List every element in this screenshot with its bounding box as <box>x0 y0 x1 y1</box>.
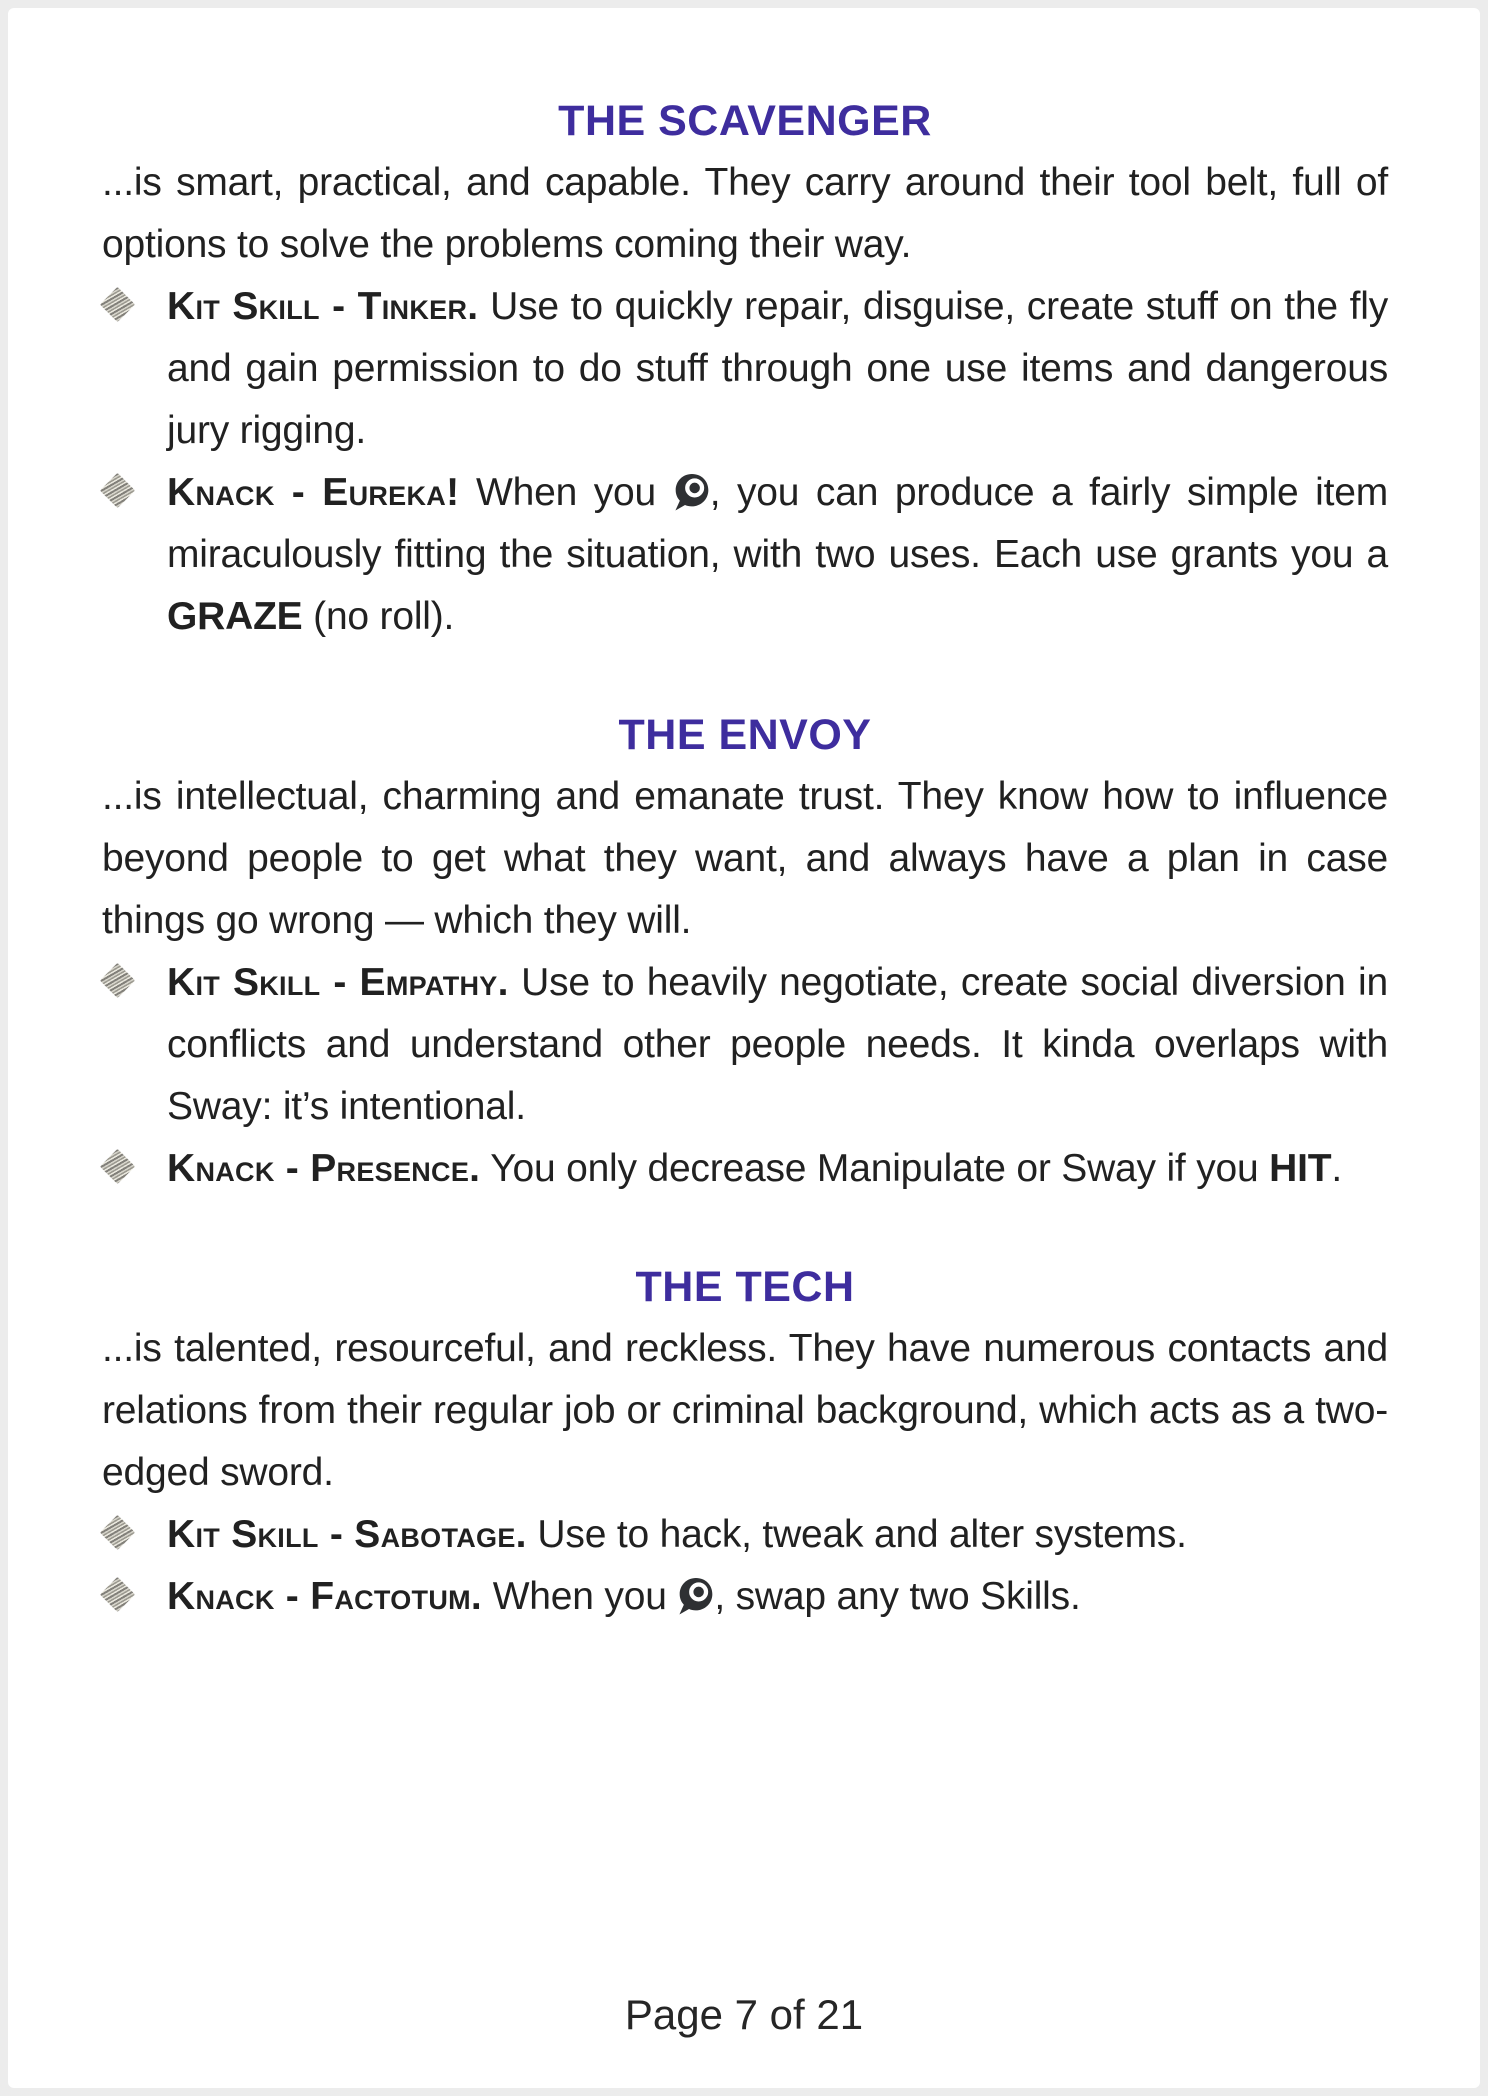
bullet-item <box>102 1566 1388 1628</box>
hatched-diamond-icon <box>100 287 135 322</box>
hatched-diamond-icon <box>100 1577 135 1612</box>
bullet-item <box>102 1504 1388 1566</box>
bullet-lead: Knack - Factotum. <box>167 1575 483 1618</box>
page-footer <box>8 1984 1480 2046</box>
bullet-text-run: Use to heavily negotiate, create social diversion in conflicts and understand other people needs. It kinda overlaps with Sway: it’s intentional. <box>167 961 1388 1128</box>
bullet-text-run: . <box>1331 1147 1342 1190</box>
bullet-text-run: Use to hack, tweak and alter systems. <box>526 1513 1187 1556</box>
bullet-item <box>102 276 1388 462</box>
section-title: THE SCAVENGER <box>558 97 932 145</box>
hatched-diamond-icon <box>100 963 135 998</box>
section-intro: ...is intellectual, charming and emanate trust. They know how to influence beyond people to get what they want, and always have a plan in case things go wrong — which they will. <box>102 775 1388 942</box>
bullet-text-run: , swap any two Skills. <box>714 1575 1081 1618</box>
push-roll-icon <box>677 1575 714 1618</box>
bullet-lead: Kit Skill - Sabotage. <box>167 1513 527 1556</box>
bold-term: HIT <box>1269 1147 1332 1190</box>
section-intro: ...is talented, resourceful, and reckless. They have numerous contacts and relations from their regular job or criminal background, which acts as a two-edged sword. <box>102 1327 1388 1494</box>
hatched-diamond-icon <box>100 1149 135 1184</box>
bullet-lead: Knack - Presence. <box>167 1147 481 1190</box>
bullet-item <box>102 1138 1388 1200</box>
bullet-text-run: Use to quickly repair, disguise, create stuff on the fly and gain permission to do stuff through one use items and dangerous jury rigging. <box>167 285 1389 452</box>
section-intro: ...is smart, practical, and capable. They carry around their tool belt, full of options to solve the problems coming their way. <box>102 161 1388 266</box>
page-content <box>102 90 1388 1628</box>
bold-term: GRAZE <box>167 595 303 638</box>
bullet-item <box>102 952 1388 1138</box>
character-section <box>102 1256 1388 1628</box>
page-number: Page 7 of 21 <box>624 1991 864 2038</box>
section-title: THE TECH <box>635 1263 855 1311</box>
bullet-lead: Kit Skill - Tinker. <box>167 285 479 328</box>
character-section <box>102 90 1388 648</box>
bullet-text-run: (no roll). <box>302 595 455 638</box>
push-roll-icon <box>673 471 710 514</box>
bullet-text-run: , you can produce a fairly simple item miraculously fitting the situation, with two uses. Each use grants you a <box>167 471 1388 576</box>
bullet-lead: Knack - Eureka! <box>167 471 460 514</box>
bullet-lead: Kit Skill - Empathy. <box>167 961 509 1004</box>
hatched-diamond-icon <box>100 1515 135 1550</box>
hatched-diamond-icon <box>100 473 135 508</box>
bullet-text-run: You only decrease Manipulate or Sway if you <box>480 1147 1270 1190</box>
bullet-text-run: When you <box>459 471 673 514</box>
section-title: THE ENVOY <box>618 711 872 759</box>
bullet-text-run: When you <box>482 1575 678 1618</box>
bullet-item <box>102 462 1388 648</box>
document-page <box>8 8 1480 2088</box>
character-section <box>102 704 1388 1200</box>
